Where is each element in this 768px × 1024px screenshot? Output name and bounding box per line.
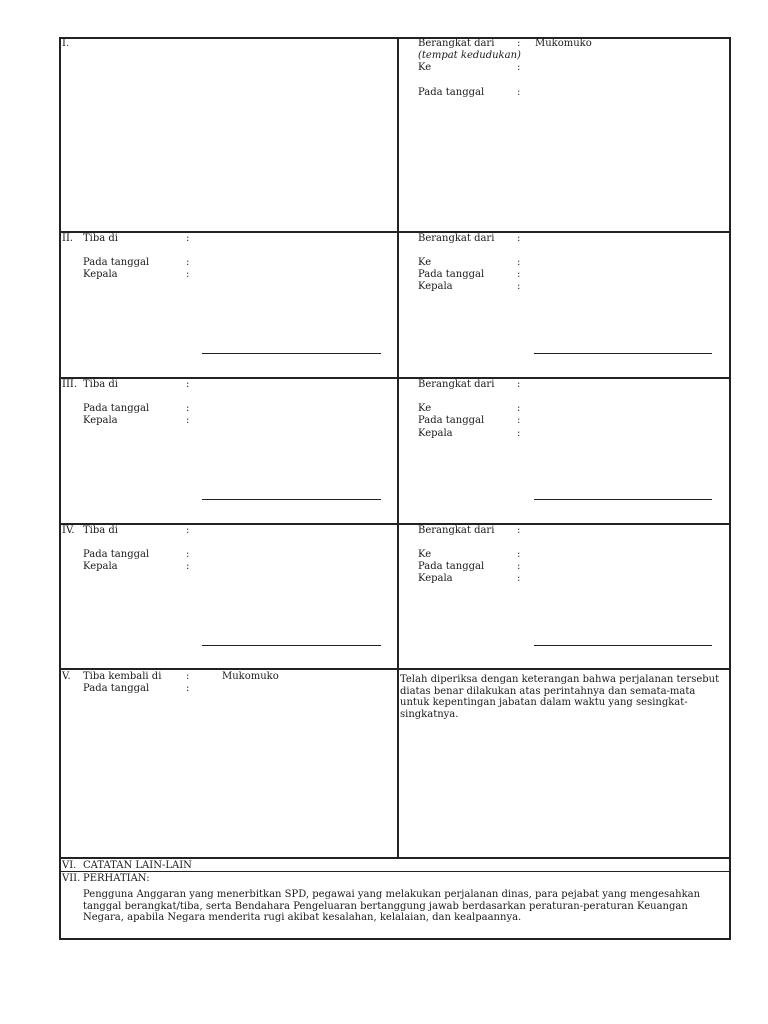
- row-divider-5: [59, 857, 731, 859]
- section-3-head-label: Kepala: [83, 415, 118, 426]
- colon: :: [517, 525, 521, 536]
- section-7-body: Pengguna Anggaran yang menerbitkan SPD, pegawai yang melakukan perjalanan dinas, para pejabat yang mengesahkan tanggal berangkat/tiba, serta Bendahara Pengeluaran bertanggung jawab berdasarkan peraturan-peraturan Keuangan Negara, apabila Negara menderita rugi akibat kesalahan, kelalaian, dan kealpaannya.: [83, 889, 701, 923]
- section-4-head2-label: Kepala: [418, 573, 453, 584]
- section-2-depart-label: Berangkat dari: [418, 233, 495, 244]
- colon: :: [517, 415, 521, 426]
- section-1-depart-label: Berangkat dari: [418, 38, 495, 49]
- row-divider-1: [59, 231, 731, 233]
- section-7-roman: VII.: [62, 873, 81, 884]
- section-5-roman: V.: [62, 671, 71, 682]
- colon: :: [186, 525, 190, 536]
- section-5-return-label: Tiba kembali di: [83, 671, 162, 682]
- section-4-roman: IV.: [62, 525, 75, 536]
- section-3-roman: III.: [62, 379, 78, 390]
- section-2-head2-label: Kepala: [418, 281, 453, 292]
- section-4-depart-label: Berangkat dari: [418, 525, 495, 536]
- section-2-roman: II.: [62, 233, 74, 244]
- section-4-arrive-label: Tiba di: [83, 525, 119, 536]
- colon: :: [517, 561, 521, 572]
- colon: :: [517, 257, 521, 268]
- section-4-date-label: Pada tanggal: [83, 549, 150, 560]
- section-3-arrive-label: Tiba di: [83, 379, 119, 390]
- colon: :: [186, 561, 190, 572]
- colon: :: [517, 281, 521, 292]
- row-divider-4: [59, 668, 731, 670]
- section-2-arrive-label: Tiba di: [83, 233, 119, 244]
- section-3-head2-label: Kepala: [418, 428, 453, 439]
- section-4-to-label: Ke: [418, 549, 432, 560]
- colon: :: [517, 403, 521, 414]
- section-2-to-label: Ke: [418, 257, 432, 268]
- section-7-title: PERHATIAN:: [83, 873, 150, 884]
- colon: :: [517, 549, 521, 560]
- colon: :: [517, 38, 521, 49]
- section-2-left-signature-line: [202, 353, 381, 354]
- colon: :: [186, 683, 190, 694]
- section-1-depart-note: (tempat kedudukan): [418, 50, 521, 61]
- row-divider-2: [59, 377, 731, 379]
- section-1-to-label: Ke: [418, 62, 432, 73]
- colon: :: [517, 428, 521, 439]
- colon: :: [186, 257, 190, 268]
- section-5-statement: Telah diperiksa dengan keterangan bahwa perjalanan tersebut diatas benar dilakukan atas perintahnya dan semata-mata untuk kepentingan jabatan dalam waktu yang sesingkat-singkatnya.: [400, 674, 720, 720]
- section-6-title: CATATAN LAIN-LAIN: [83, 860, 192, 871]
- row-divider-3: [59, 523, 731, 525]
- form-frame: [59, 37, 731, 940]
- colon: :: [186, 549, 190, 560]
- colon: :: [186, 415, 190, 426]
- section-4-right-signature-line: [534, 645, 712, 646]
- colon: :: [186, 403, 190, 414]
- section-2-head-label: Kepala: [83, 269, 118, 280]
- colon: :: [517, 233, 521, 244]
- section-2-date-label: Pada tanggal: [83, 257, 150, 268]
- column-divider: [397, 37, 399, 859]
- section-6-roman: VI.: [62, 860, 77, 871]
- section-2-date2-label: Pada tanggal: [418, 269, 485, 280]
- colon: :: [186, 379, 190, 390]
- colon: :: [517, 379, 521, 390]
- section-1-date-label: Pada tanggal: [418, 87, 485, 98]
- colon: :: [186, 233, 190, 244]
- section-3-date2-label: Pada tanggal: [418, 415, 485, 426]
- colon: :: [186, 269, 190, 280]
- colon: :: [517, 269, 521, 280]
- section-1-roman: I.: [62, 38, 70, 49]
- section-3-to-label: Ke: [418, 403, 432, 414]
- section-5-return-value: Mukomuko: [222, 671, 279, 682]
- colon: :: [517, 573, 521, 584]
- section-1-depart-value: Mukomuko: [535, 38, 592, 49]
- colon: :: [517, 62, 521, 73]
- section-4-head-label: Kepala: [83, 561, 118, 572]
- colon: :: [517, 87, 521, 98]
- section-4-left-signature-line: [202, 645, 381, 646]
- section-5-date-label: Pada tanggal: [83, 683, 150, 694]
- section-3-depart-label: Berangkat dari: [418, 379, 495, 390]
- section-4-date2-label: Pada tanggal: [418, 561, 485, 572]
- section-3-left-signature-line: [202, 499, 381, 500]
- colon: :: [186, 671, 190, 682]
- section-2-right-signature-line: [534, 353, 712, 354]
- section-3-right-signature-line: [534, 499, 712, 500]
- section-3-date-label: Pada tanggal: [83, 403, 150, 414]
